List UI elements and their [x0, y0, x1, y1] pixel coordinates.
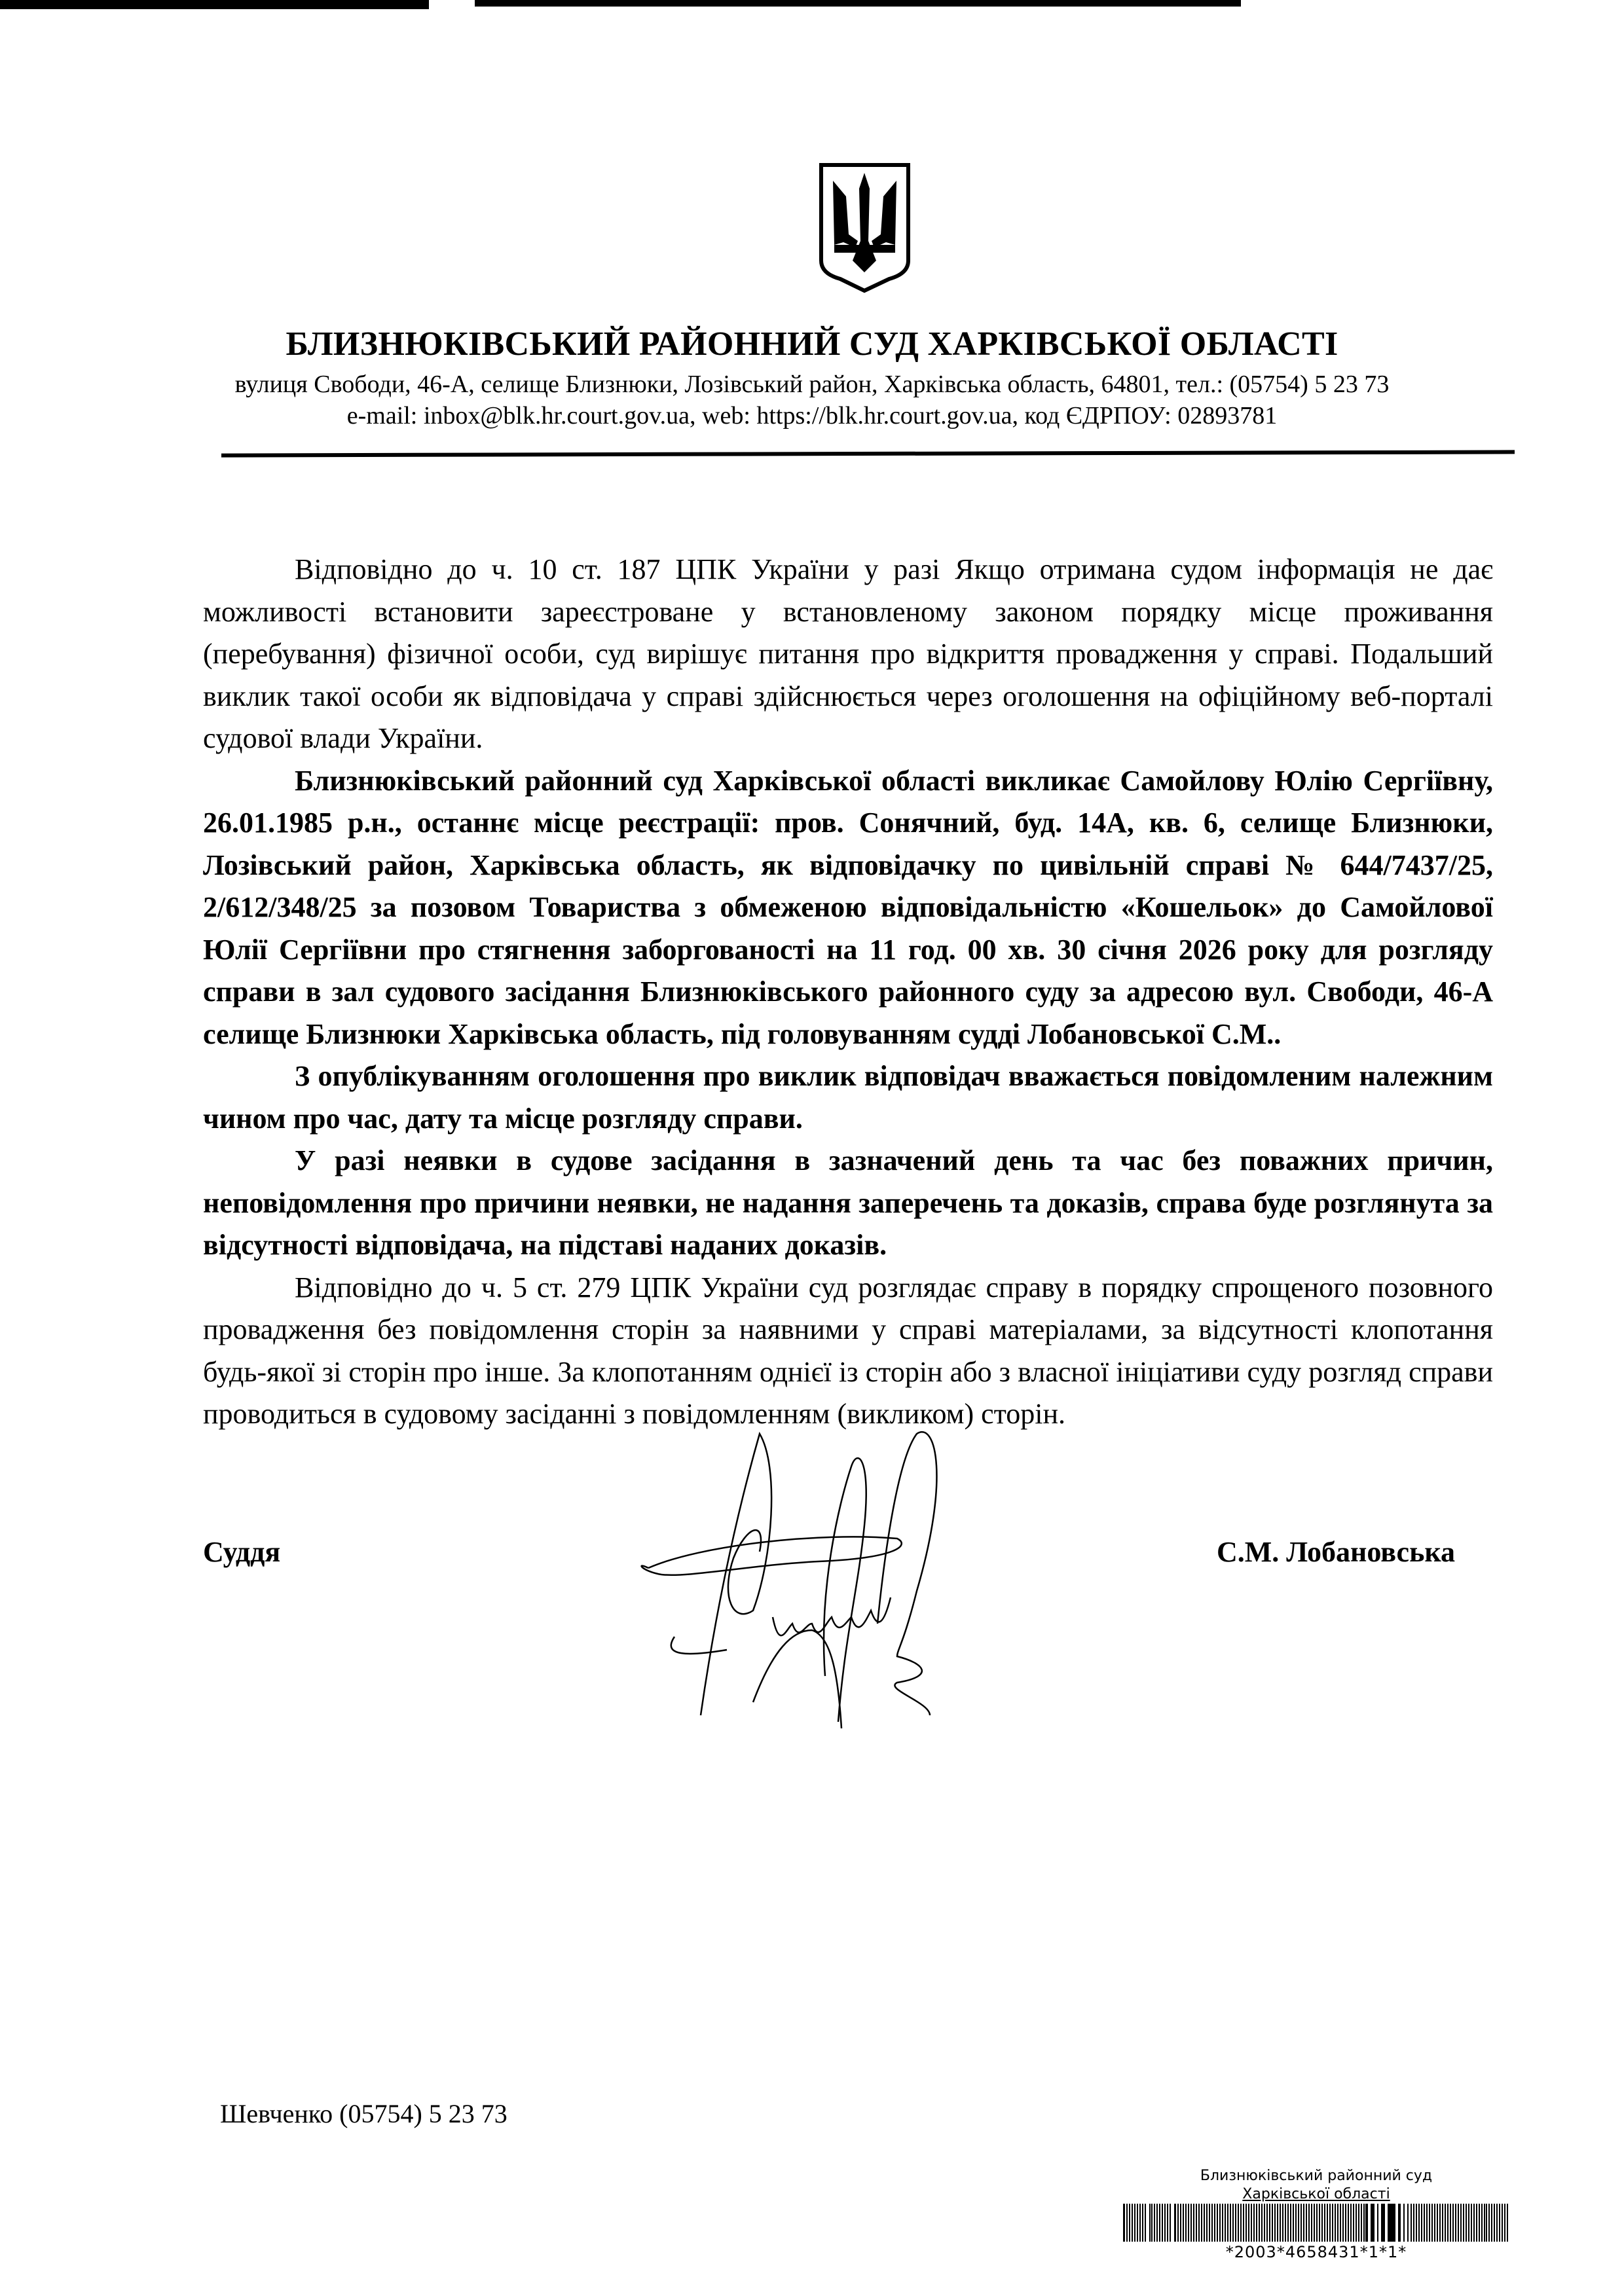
barcode-number: *2003*4658431*1*1* — [1225, 2243, 1407, 2261]
paragraph-notification: З опублікуванням оголошення про виклик відповідач вважається повідомленим належним чином про час, дату та місце розгляду справи. — [203, 1060, 1493, 1135]
judge-label: Суддя — [203, 1536, 281, 1568]
document-body — [203, 549, 1493, 1436]
court-address: вулиця Свободи, 46-А, селище Близнюки, Лозівський район, Харківська область, 64801, тел.: (05754) 5 23 73 — [234, 371, 1390, 398]
stamp-line-2: Харківської області — [1242, 2186, 1390, 2202]
court-name: БЛИЗНЮКІВСЬКИЙ РАЙОННИЙ СУД ХАРКІВСЬКОЇ ОБЛАСТІ — [286, 325, 1338, 363]
scan-artifact-bar — [0, 0, 429, 9]
paragraph-legal-basis: Відповідно до ч. 10 ст. 187 ЦПК України у разі Якщо отримана судом інформація не дає можливості встановити зареєстроване у встановленому законом порядку місце проживання (перебування) фізичної особи, суд вирішує питання про відкриття провадження у справі. Подальший виклик такої особи як відповідача у справі здійснюється через оголошення на офіційному веб-порталі судової влади України. — [203, 553, 1493, 754]
stamp-line-1: Близнюківський районний суд — [1200, 2168, 1433, 2184]
header-divider — [221, 450, 1515, 457]
paragraph-summons: Близнюківський районний суд Харківської області викликає Самойлову Юлію Сергіївну, 26.01.1985 р.н., останнє місце реєстрації: пров. Сонячний, буд. 14А, кв. 6, селище Близнюки, Лозівський район, Харківська область, як відповідачку по цивільній справі № 644/7437/25, 2/612/348/25 за позовом Товариства з обмеженою відповідальністю «Кошельок» до Самойлової Юлії Сергіївни про стягнення заборгованості на 11 год. 00 хв. 30 січня 2026 року для розгляду справи в зал судового засідання Близнюківського районного суду за адресою вул. Свободи, 46-А селище Близнюки Харківська область, під головуванням судді Лобановської С.М.. — [203, 764, 1493, 1050]
executor-contact: Шевченко (05754) 5 23 73 — [220, 2099, 507, 2128]
handwritten-signature — [622, 1427, 989, 1728]
scan-artifact-bar — [475, 0, 1241, 7]
registry-stamp — [1061, 2167, 1572, 2261]
paragraph-absence-warning: У разі неявки в судове засідання в зазначений день та час без поважних причин, неповідомлення про причини неявки, не надання заперечень та доказів, справа буде розглянута за відсутності відповідача, на підставі наданих доказів. — [203, 1144, 1493, 1261]
coat-of-arms-icon — [817, 162, 912, 293]
court-contacts: e-mail: inbox@blk.hr.court.gov.ua, web: https://blk.hr.court.gov.ua, код ЄДРПОУ: 02893781 — [346, 402, 1278, 429]
judge-name: С.М. Лобановська — [1217, 1536, 1456, 1568]
barcode — [1120, 2204, 1513, 2242]
paragraph-simplified-procedure: Відповідно до ч. 5 ст. 279 ЦПК України суд розглядає справу в порядку спрощеного позовного провадження без повідомлення сторін за наявними у справі матеріалами, за відсутності клопотання будь-якої зі сторін про інше. За клопотанням однієї із сторін або з власної ініціативи суду розгляд справи проводиться в судовому засіданні з повідомленням (викликом) сторін. — [203, 1271, 1493, 1430]
